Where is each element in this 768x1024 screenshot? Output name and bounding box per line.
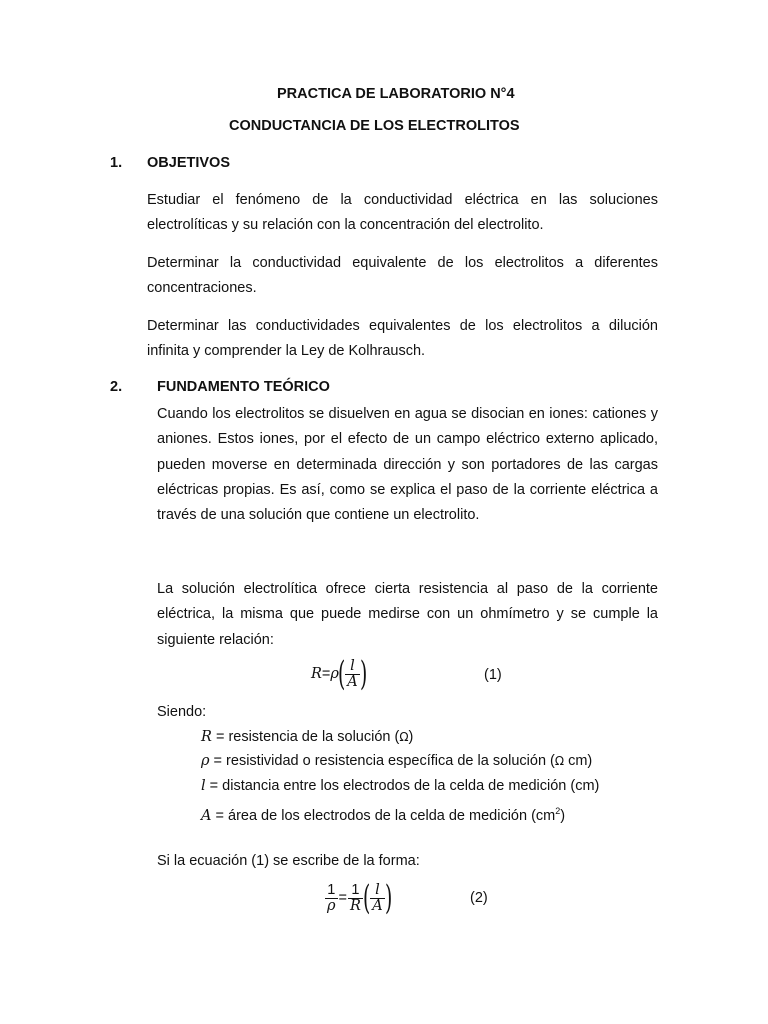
paren-close: ) — [359, 654, 367, 694]
equation-label: (2) — [470, 890, 488, 906]
document-title: PRACTICA DE LABORATORIO N°4 — [277, 86, 515, 102]
ohm-symbol: Ω — [399, 730, 409, 744]
fraction — [345, 659, 359, 690]
fraction — [325, 883, 338, 914]
equation-2 — [324, 878, 391, 918]
def-text: = distancia entre los electrodos de la celda de medición (cm) — [205, 778, 600, 794]
fraction-denominator: ρ — [327, 897, 336, 914]
def-tail: ) — [560, 807, 566, 824]
section-heading: FUNDAMENTO TEÓRICO — [157, 379, 330, 395]
fraction-denominator: A — [347, 673, 358, 690]
definition-line — [201, 725, 413, 750]
body-paragraph: Si la ecuación (1) se escribe de la forma: — [157, 853, 420, 869]
paren-close: ) — [384, 878, 392, 918]
definition-line — [201, 774, 599, 799]
eq-symbol: R — [311, 665, 322, 682]
body-paragraph: La solución electrolítica ofrece cierta resistencia al paso de la corriente eléctrica, la misma que puede medirse con un ohmímetro y se cumple la siguiente relación: — [157, 581, 658, 648]
eq-equals: = — [338, 889, 347, 906]
superscript: 2 — [555, 806, 561, 816]
fraction-numerator: 1 — [348, 883, 363, 899]
definition-line — [201, 799, 565, 828]
def-symbol: R — [201, 729, 212, 745]
fraction — [348, 883, 363, 914]
paren-open: ( — [362, 878, 371, 918]
def-text: = resistividad o resistencia específica de la solución ( — [209, 753, 555, 769]
def-symbol: ρ — [201, 753, 210, 769]
def-symbol: l — [201, 778, 206, 794]
fraction-denominator: R — [350, 897, 361, 914]
fraction — [370, 883, 384, 914]
body-paragraph: Cuando los electrolitos se disuelven en agua se disocian en iones: cationes y aniones. Estos iones, por el efecto de un campo eléctrico externo aplicado, pueden moverse en determinada dirección y son portadores de las cargas eléctricas propias. Es así, como se explica el paso de la corriente eléctrica a través de una solución que contiene un electrolito. — [157, 406, 658, 524]
definition-line — [201, 749, 592, 774]
def-tail: ) — [408, 729, 414, 745]
fraction-numerator: 1 — [325, 883, 338, 899]
def-text: = resistencia de la solución ( — [211, 729, 400, 745]
section-number: 2. — [110, 379, 123, 395]
fraction-denominator: A — [372, 897, 383, 914]
def-symbol: A — [201, 807, 212, 824]
section-heading: OBJETIVOS — [147, 155, 230, 171]
equation-label: (1) — [484, 667, 502, 683]
equation-1 — [311, 654, 366, 694]
document-subtitle: CONDUCTANCIA DE LOS ELECTROLITOS — [229, 118, 520, 134]
objective-paragraph: Determinar la conductividad equivalente de los electrolitos a diferentes concentraciones. — [147, 255, 658, 297]
ohm-symbol: Ω — [554, 754, 565, 768]
siendo-label: Siendo: — [157, 704, 207, 720]
objective-paragraph: Determinar las conductividades equivalentes de los electrolitos a dilución infinita y comprender la Ley de Kolhrausch. — [147, 318, 658, 360]
eq-equals: = — [321, 665, 331, 682]
def-text: = área de los electrodos de la celda de medición (cm — [211, 807, 556, 824]
fraction-numerator: l — [370, 883, 384, 899]
section-number: 1. — [110, 155, 123, 171]
objective-paragraph: Estudiar el fenómeno de la conductividad eléctrica en las soluciones electrolíticas y su relación con la concentración del electrolito. — [147, 192, 658, 234]
paren-open: ( — [337, 654, 346, 694]
eq-symbol: ρ — [330, 665, 339, 682]
def-tail: cm) — [564, 753, 593, 769]
fraction-numerator: l — [345, 659, 359, 675]
